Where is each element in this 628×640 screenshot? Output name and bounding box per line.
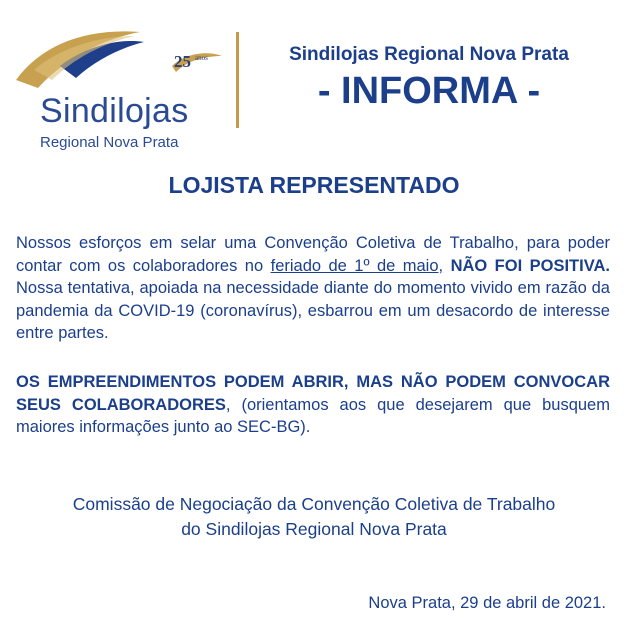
commission-line-2: do Sindilojas Regional Nova Prata — [181, 519, 447, 539]
commission-signature — [0, 492, 628, 542]
commission-line-1: Comissão de Negociação da Convenção Coletiva de Trabalho — [72, 494, 556, 514]
paragraph-2 — [16, 371, 610, 439]
paragraph-1-text-a: Nossos esforços em selar uma Convenção Coletiva de Trabalho, para poder contar com os colaboradores no — [16, 234, 610, 275]
header-title: Sindilojas Regional Nova Prata — [289, 44, 569, 65]
paragraph-1 — [16, 232, 610, 345]
not-positive-bold: NÃO FOI POSITIVA. — [450, 256, 610, 275]
sindilojas-logo — [12, 22, 227, 151]
anniversary-number: 25 — [174, 52, 191, 71]
dateline: Nova Prata, 29 de abril de 2021. — [368, 594, 606, 612]
anniversary-badge — [172, 52, 224, 80]
holiday-underlined: feriado de 1º de maio, — [270, 256, 444, 275]
header-informa: - INFORMA - — [317, 70, 541, 112]
paragraph-2-text: , (orientamos aos que desejarem que busquem maiores informações junto ao SEC-BG). — [16, 395, 610, 436]
notice-bold: OS EMPREENDIMENTOS PODEM ABRIR, MAS NÃO PODEM CONVOCAR SEUS COLABORADORES — [16, 373, 610, 414]
header-block — [246, 44, 612, 113]
header-divider — [236, 32, 239, 128]
anniversary-word: anos — [195, 54, 208, 62]
page-title: LOJISTA REPRESENTADO — [168, 172, 460, 198]
brand-name: Sindilojas — [40, 92, 189, 130]
brand-subtitle: Regional Nova Prata — [40, 134, 179, 151]
paragraph-1-text-b: Nossa tentativa, apoiada na necessidade diante do momento vivido em razão da pandemia da COVID-19 (coronavírus), esbarrou em um desacordo de interesse entre partes. — [16, 279, 610, 342]
